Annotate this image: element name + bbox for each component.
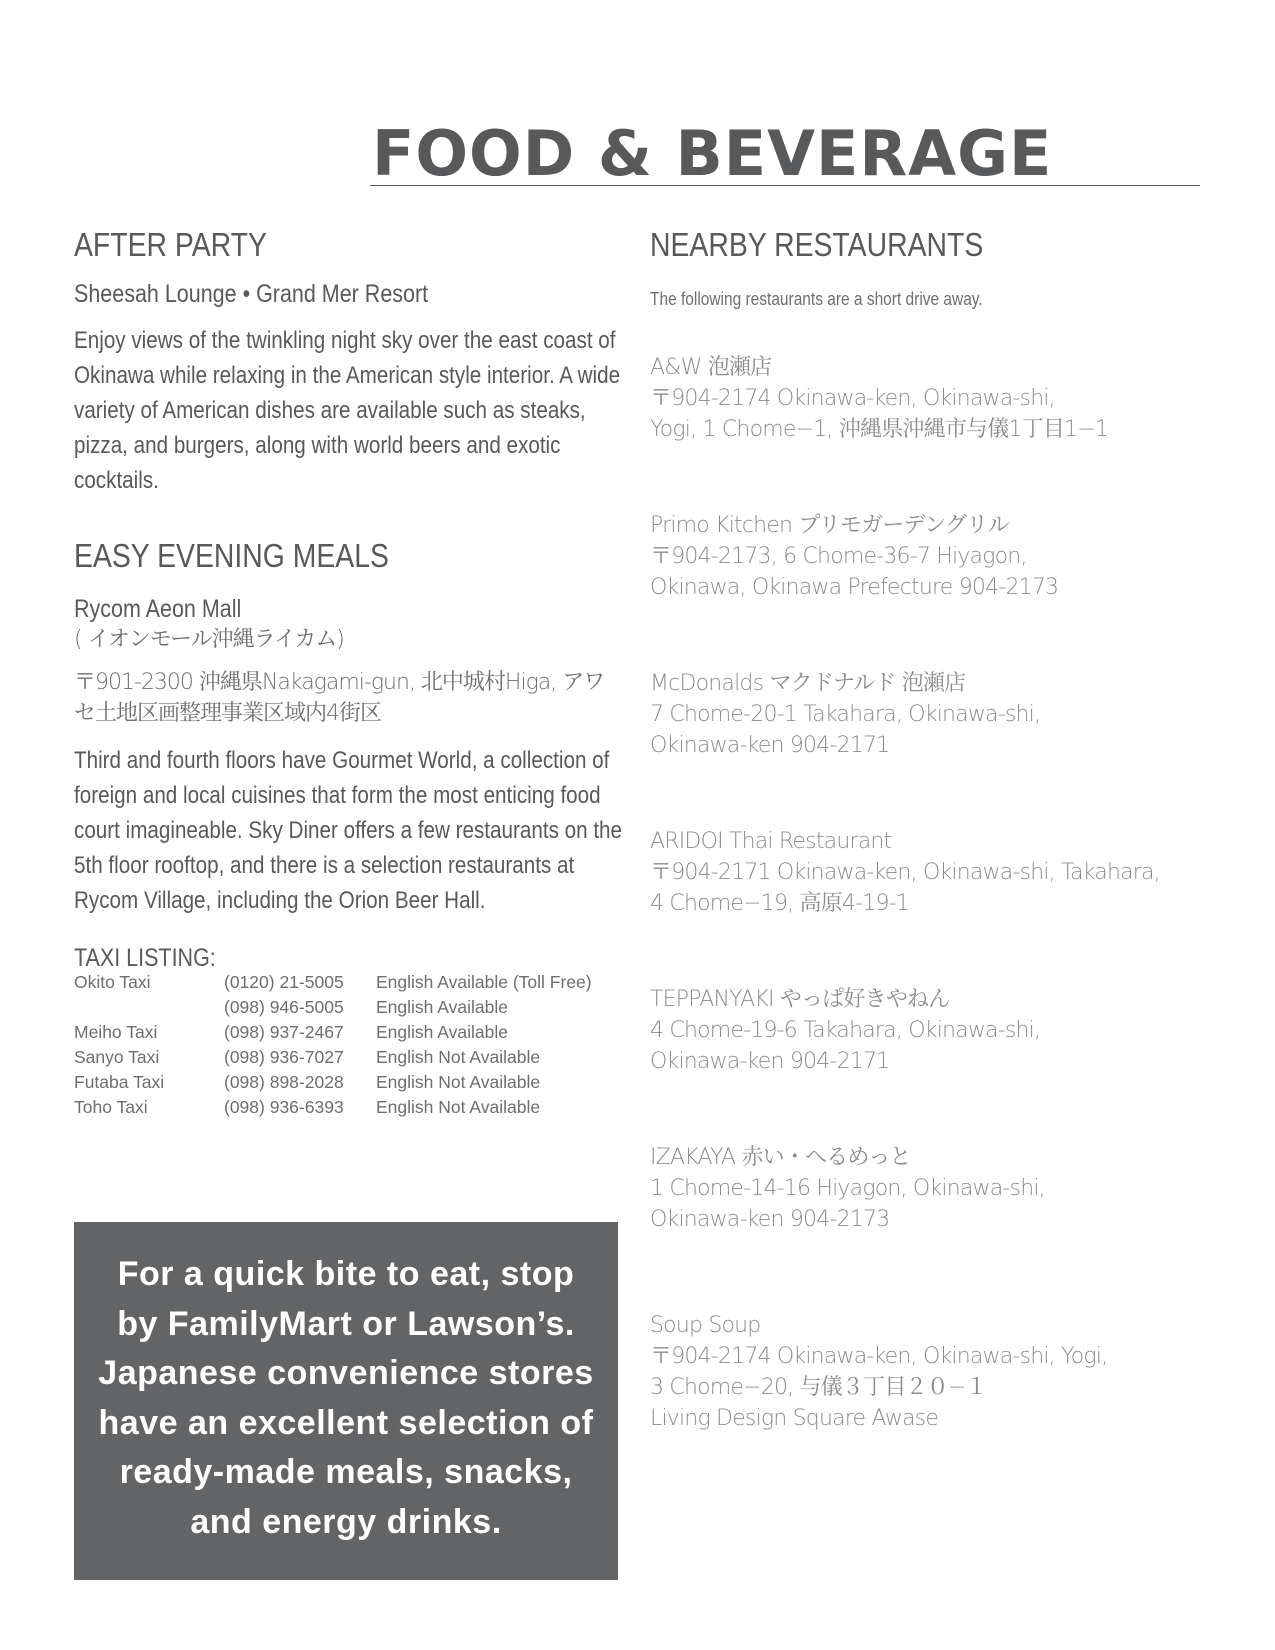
restaurant-entry xyxy=(650,984,1250,1077)
taxi-heading: TAXI LISTING: xyxy=(74,944,216,972)
restaurant-address-line: 〒904-2174 Okinawa-ken, Okinawa-shi, xyxy=(650,386,1055,411)
taxi-phone: (098) 946-5005 xyxy=(224,997,344,1017)
taxi-name: Futaba Taxi xyxy=(74,1072,165,1092)
taxi-row xyxy=(74,1072,592,1097)
restaurant-address-line: Okinawa-ken 904-2171 xyxy=(650,1049,890,1074)
taxi-phone: (098) 936-7027 xyxy=(224,1047,344,1067)
taxi-table xyxy=(74,972,592,1122)
taxi-phone: (098) 936-6393 xyxy=(224,1097,344,1117)
taxi-note: English Not Available xyxy=(376,1072,541,1092)
page-title: FOOD & BEVERAGE xyxy=(372,117,1053,190)
taxi-note: English Available xyxy=(376,997,508,1017)
easy-meals-description: Third and fourth floors have Gourmet World, a collection of foreign and local cuisines that form the most enticing food court imagineable. Sky Diner offers a few restaurants on the 5th floor rooftop, and there is a selection restaurants at Rycom Village, including the Orion Beer Hall. xyxy=(74,747,623,914)
taxi-note: English Available xyxy=(376,1022,508,1042)
restaurant-address-line: Okinawa-ken 904-2173 xyxy=(650,1207,890,1232)
taxi-name: Okito Taxi xyxy=(74,972,151,992)
after-party-description: Enjoy views of the twinkling night sky over the east coast of Okinawa while relaxing in the American style interior. A wide variety of American dishes are available such as steaks, pizza, and burgers, along with world beers and exotic cocktails. xyxy=(74,327,621,494)
restaurant-address-line: Okinawa, Okinawa Prefecture 904-2173 xyxy=(650,575,1059,600)
restaurant-entry xyxy=(650,668,1250,761)
after-party-heading: AFTER PARTY xyxy=(74,226,267,263)
restaurant-address-line: Living Design Square Awase xyxy=(650,1406,939,1431)
taxi-note: English Available (Toll Free) xyxy=(376,972,592,992)
title-divider xyxy=(370,185,1200,186)
taxi-row xyxy=(74,1047,592,1072)
nearby-intro: The following restaurants are a short drive away. xyxy=(650,289,983,309)
callout-text: For a quick bite to eat, stop by FamilyMart or Lawson’s. Japanese convenience stores have an excellent selection of ready-made meals, snacks, and energy drinks. xyxy=(98,1255,594,1541)
restaurant-address-line: 3 Chome−20, 与儀３丁目２０−１ xyxy=(650,1375,987,1400)
easy-meals-venue-jp: ( イオンモール沖縄ライカム) xyxy=(74,627,344,652)
taxi-row xyxy=(74,972,592,997)
taxi-row xyxy=(74,1022,592,1047)
restaurant-address-line: 〒904-2171 Okinawa-ken, Okinawa-shi, Takahara, xyxy=(650,860,1160,885)
taxi-name xyxy=(74,997,224,1022)
taxi-note: English Not Available xyxy=(376,1097,541,1117)
convenience-store-callout xyxy=(74,1222,618,1580)
restaurant-address-line: 4 Chome−19, 高原4-19-1 xyxy=(650,891,910,916)
restaurant-name: Soup Soup xyxy=(650,1313,761,1338)
restaurant-address-line: 4 Chome-19-6 Takahara, Okinawa-shi, xyxy=(650,1018,1041,1043)
taxi-phone: (098) 898-2028 xyxy=(224,1072,344,1092)
restaurant-address-line: 7 Chome-20-1 Takahara, Okinawa-shi, xyxy=(650,702,1041,727)
restaurant-entry xyxy=(650,826,1250,919)
restaurant-entry xyxy=(650,1142,1250,1235)
nearby-heading: NEARBY RESTAURANTS xyxy=(650,226,984,263)
restaurant-address-line: 〒904-2173, 6 Chome-36-7 Hiyagon, xyxy=(650,544,1027,569)
easy-meals-address: 〒901-2300 沖縄県Nakagami-gun, 北中城村Higa, アワセ土地区画整理事業区域内4街区 xyxy=(74,670,605,726)
restaurant-address-line: Okinawa-ken 904-2171 xyxy=(650,733,890,758)
restaurant-entry xyxy=(650,1310,1250,1434)
restaurant-address-line: 1 Chome-14-16 Hiyagon, Okinawa-shi, xyxy=(650,1176,1045,1201)
taxi-phone: (098) 937-2467 xyxy=(224,1022,344,1042)
restaurant-name: A&W 泡瀬店 xyxy=(650,355,772,380)
restaurant-address-line: Yogi, 1 Chome−1, 沖縄県沖縄市与儀1丁目1−1 xyxy=(650,417,1109,442)
taxi-row xyxy=(74,997,592,1022)
restaurant-name: TEPPANYAKI やっぱ好きやねん xyxy=(650,987,950,1012)
taxi-phone: (0120) 21-5005 xyxy=(224,972,344,992)
after-party-venue: Sheesah Lounge • Grand Mer Resort xyxy=(74,280,429,308)
easy-meals-venue: Rycom Aeon Mall xyxy=(74,595,242,623)
taxi-name: Toho Taxi xyxy=(74,1097,148,1117)
restaurant-name: McDonalds マクドナルド 泡瀬店 xyxy=(650,671,966,696)
restaurant-address-line: 〒904-2174 Okinawa-ken, Okinawa-shi, Yogi, xyxy=(650,1344,1108,1369)
restaurant-name: ARIDOI Thai Restaurant xyxy=(650,829,892,854)
taxi-note: English Not Available xyxy=(376,1047,541,1067)
taxi-name: Sanyo Taxi xyxy=(74,1047,160,1067)
left-column xyxy=(74,225,634,1122)
right-column xyxy=(650,225,1210,311)
restaurant-name: IZAKAYA 赤い・へるめっと xyxy=(650,1145,911,1170)
easy-meals-heading: EASY EVENING MEALS xyxy=(74,537,389,574)
restaurant-name: Primo Kitchen プリモガーデングリル xyxy=(650,513,1009,538)
taxi-name: Meiho Taxi xyxy=(74,1022,158,1042)
restaurant-entry xyxy=(650,510,1250,603)
taxi-row xyxy=(74,1097,592,1122)
restaurant-entry xyxy=(650,352,1250,445)
